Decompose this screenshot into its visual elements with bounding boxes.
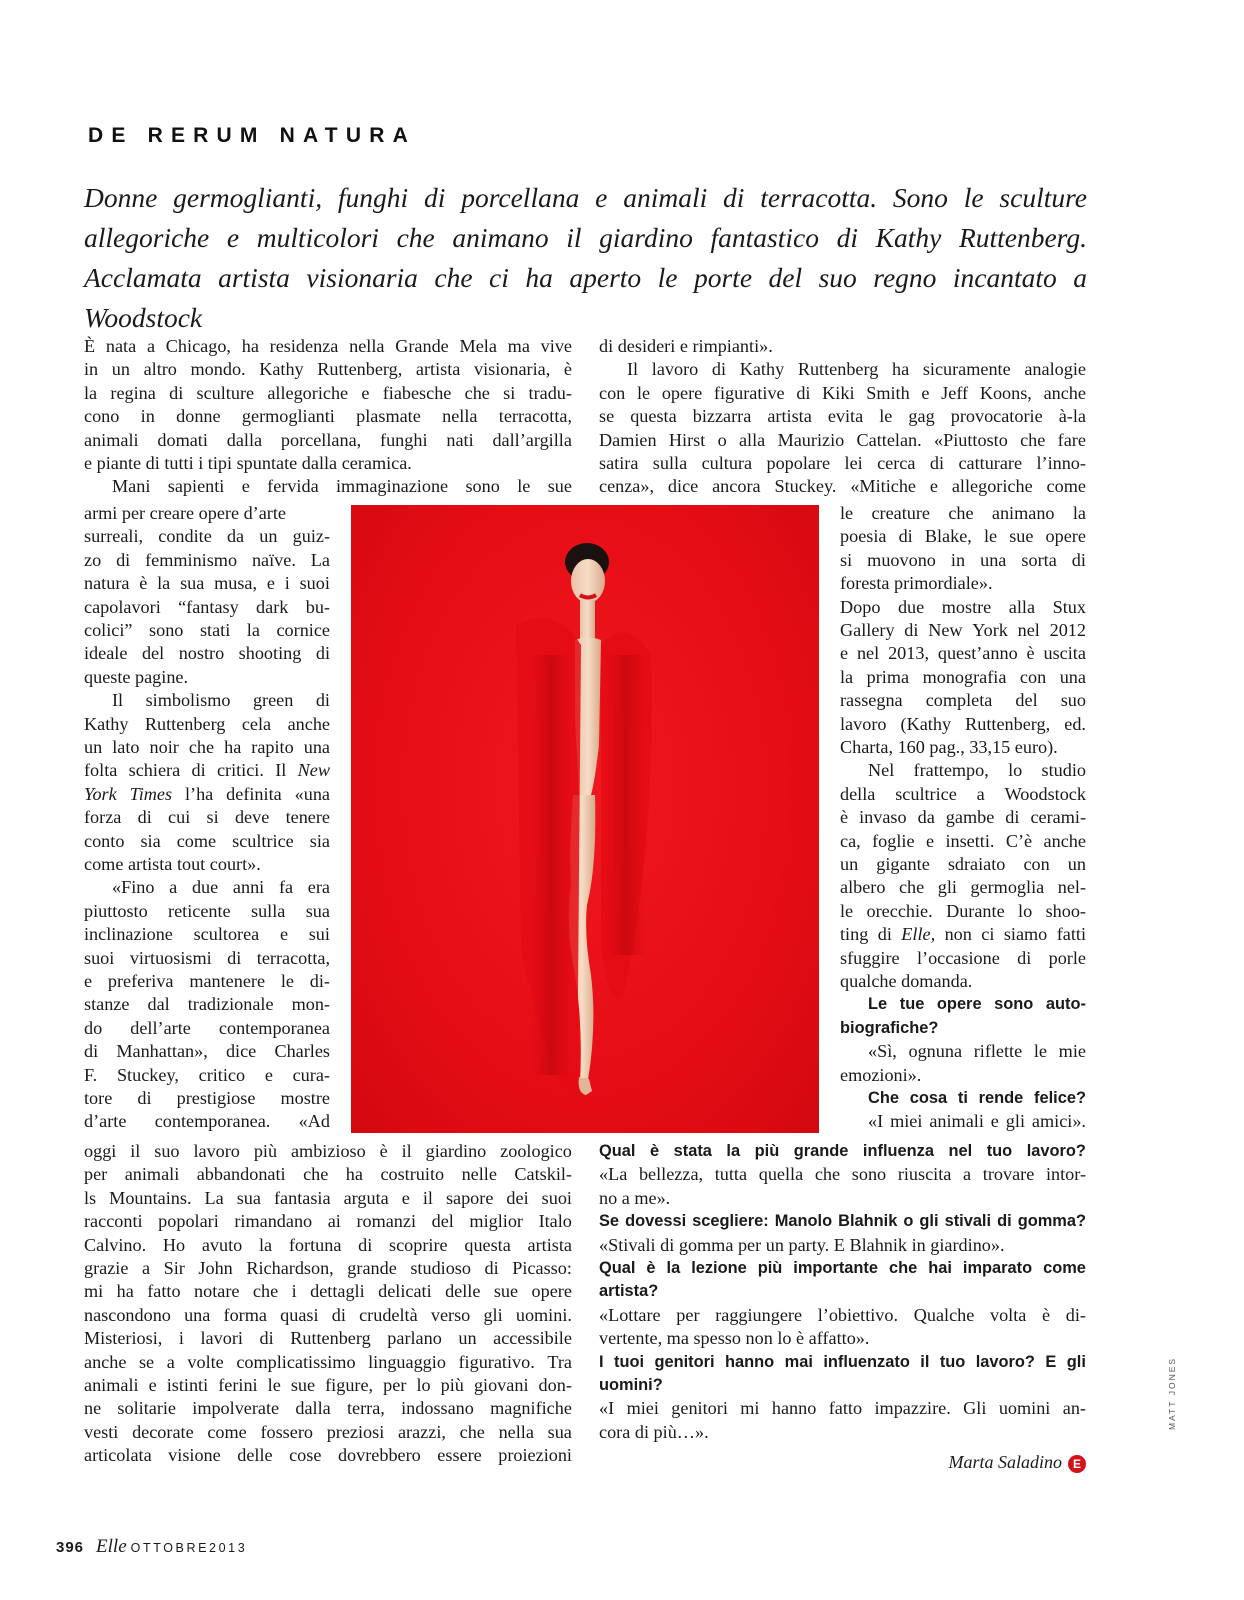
interview-question-line: artista? bbox=[599, 1282, 659, 1301]
body-text-line: lavoro (Kathy Ruttenberg, ed. bbox=[840, 713, 1086, 734]
page-number: 396 bbox=[56, 1539, 85, 1556]
body-text-line: poesia di Blake, le sue opere bbox=[840, 526, 1086, 547]
body-text-line: con le opere figurative di Kiki Smith e Jeff Koons, anche bbox=[599, 382, 1086, 403]
body-text-line: forza di cui si deve tenere bbox=[84, 807, 330, 828]
magazine-name: Elle bbox=[96, 1536, 127, 1557]
byline bbox=[599, 1450, 1086, 1474]
text-column-right-narrow bbox=[840, 501, 1086, 1137]
body-text-line: e nel 2013, quest’anno è uscita bbox=[840, 643, 1086, 664]
interview-question-line: biografiche? bbox=[840, 1018, 939, 1037]
body-text-line: anche se a volte complicatissimo linguaggio figurativo. Tra bbox=[84, 1351, 572, 1372]
photo-credit: MATT JONES bbox=[1167, 1356, 1177, 1430]
body-text-line: se questa bizzarra artista evita le gag provocatorie à-la bbox=[599, 406, 1086, 427]
body-text-line: Nel frattempo, lo studio bbox=[868, 760, 1086, 781]
body-text-line: inclinazione scultorea e sui bbox=[84, 924, 330, 945]
article-deck: Donne germoglianti, funghi di porcellana e animali di terracotta. Sono le sculture allegoriche e multicolori che animano il giardino fantastico di Kathy Ruttenberg. Acclamata artista visionaria che ci ha aperto le porte del suo regno incantato a Woodstock bbox=[84, 182, 1087, 333]
body-text-line: colici” sono stati la cornice bbox=[84, 620, 330, 640]
body-text-line: un lato noir che ha rapito una bbox=[84, 737, 330, 757]
body-text-line: folta schiera di critici. Il New bbox=[84, 760, 330, 781]
body-text-line: le creature che animano la bbox=[840, 503, 1086, 523]
body-text-line: e preferiva mantenere le di- bbox=[84, 971, 330, 991]
body-text-line: queste pagine. bbox=[84, 666, 189, 687]
body-text-line: Il simbolismo green di bbox=[112, 690, 330, 711]
body-text-line: sfuggire l’occasione di porle bbox=[840, 947, 1086, 968]
body-text-line: la regina di sculture allegoriche e fiabesche che si tradu- bbox=[84, 382, 572, 403]
byline-author: Marta Saladino bbox=[948, 1452, 1062, 1472]
body-text-line: animali e istinti ferini le sue figure, per lo più giovani don- bbox=[84, 1375, 572, 1395]
text-column-right-top bbox=[599, 334, 1086, 502]
body-text-line: della scultrice a Woodstock bbox=[840, 783, 1086, 804]
page-footer bbox=[56, 1536, 247, 1556]
body-text-line: ting di Elle, non ci siamo fatti bbox=[840, 924, 1086, 945]
interview-question-line: Se dovessi scegliere: Manolo Blahnik o gli stivali di gomma? bbox=[599, 1212, 1086, 1231]
body-text-line: articolata visione delle cose dovrebbero essere proiezioni bbox=[84, 1445, 572, 1466]
body-text-line: Charta, 160 pag., 33,15 euro). bbox=[840, 737, 1058, 757]
body-text-line: «Stivali di gomma per un party. E Blahnik in giardino». bbox=[599, 1234, 1005, 1255]
fashion-photo bbox=[351, 505, 819, 1133]
body-text-line: qualche domanda. bbox=[840, 971, 973, 991]
body-text-line: emozioni». bbox=[840, 1064, 922, 1085]
body-text-line: di Manhattan», dice Charles bbox=[84, 1041, 330, 1062]
body-text-line: armi per creare opere d’arte bbox=[84, 503, 286, 523]
body-text-line: «La bellezza, tutta quella che sono riuscita a trovare intor- bbox=[599, 1164, 1086, 1185]
body-text-line: conto sia come scultrice sia bbox=[84, 830, 330, 851]
interview-question-line: Qual è stata la più grande influenza nel tuo lavoro? bbox=[599, 1142, 1086, 1160]
body-text-line: nascondono una forma quasi di crudeltà verso gli uomini. bbox=[84, 1304, 572, 1325]
body-text-line: la prima monografia con una bbox=[840, 666, 1086, 687]
body-text-line: grazie a Sir John Richardson, grande studioso di Picasso: bbox=[84, 1258, 572, 1278]
body-text-line: per animali abbandonati che ha costruito nelle Catskil- bbox=[84, 1164, 572, 1185]
body-text-line: no a me». bbox=[599, 1187, 671, 1208]
body-text-line: si muovono in una sorta di bbox=[840, 549, 1086, 570]
text-column-left-top bbox=[84, 334, 572, 502]
body-text-line: ne solitarie impolverate dalla terra, indossano magnifiche bbox=[84, 1398, 572, 1419]
body-text-line: foresta primordiale». bbox=[840, 573, 993, 594]
body-text-line: è invaso da gambe di cerami- bbox=[840, 807, 1086, 828]
body-text-line: zo di femminismo naïve. La bbox=[84, 549, 330, 570]
body-text-line: come artista tout court». bbox=[84, 854, 261, 874]
body-text-line: surreali, condite da un guiz- bbox=[84, 526, 330, 547]
body-text-line: piuttosto reticente sulla sua bbox=[84, 900, 330, 921]
body-text-line: un gigante sdraiato con un bbox=[840, 854, 1086, 874]
body-text-line: vertente, ma spesso non lo è affatto». bbox=[599, 1328, 870, 1349]
body-text-line: Il lavoro di Kathy Ruttenberg ha sicuramente analogie bbox=[627, 359, 1086, 380]
body-text-line: di desideri e rimpianti». bbox=[599, 336, 773, 356]
body-text-line: ls Mountains. La sua fantasia arguta e il sapore dei suoi bbox=[84, 1187, 572, 1208]
section-title: DE RERUM NATURA bbox=[88, 124, 416, 147]
body-text-line: Damien Hirst o alla Maurizio Cattelan. «Piuttosto che fare bbox=[599, 429, 1086, 450]
issue-date: OTTOBRE2013 bbox=[130, 1541, 248, 1555]
body-text-line: cono in donne germoglianti plasmate nella terracotta, bbox=[84, 406, 572, 427]
body-text-line: rassegna completa del suo bbox=[840, 690, 1086, 711]
body-text-line: tore di prestigiose mostre bbox=[84, 1088, 330, 1108]
body-text-line: F. Stuckey, critico e cura- bbox=[84, 1064, 330, 1085]
body-text-line: vesti decorate come fossero preziosi arazzi, che nella sua bbox=[84, 1421, 572, 1442]
body-text-line: suoi virtuosismi di terracotta, bbox=[84, 947, 330, 968]
model-figure-illustration bbox=[351, 505, 819, 1133]
interview-question-line: uomini? bbox=[599, 1376, 663, 1394]
body-text-line: e piante di tutti i tipi spuntate dalla ceramica. bbox=[84, 453, 412, 473]
text-column-right-bottom bbox=[599, 1139, 1086, 1447]
body-text-line: Mani sapienti e fervida immaginazione sono le sue bbox=[112, 476, 572, 497]
text-column-left-bottom bbox=[84, 1139, 572, 1471]
body-text-line: satira sulla cultura popolare lei cerca di catturare l’inno- bbox=[599, 453, 1086, 473]
interview-question-line: I tuoi genitori hanno mai influenzato il tuo lavoro? E gli bbox=[599, 1352, 1086, 1371]
body-text-line: animali domati dalla porcellana, funghi nati dall’argilla bbox=[84, 429, 572, 450]
body-text-line: ca, foglie e insetti. C’è anche bbox=[840, 830, 1086, 851]
body-text-line: È nata a Chicago, ha residenza nella Grande Mela ma vive bbox=[84, 336, 572, 356]
body-text-line: d’arte contemporanea. «Ad bbox=[84, 1111, 330, 1132]
text-column-left-narrow bbox=[84, 501, 330, 1137]
body-text-line: oggi il suo lavoro più ambizioso è il giardino zoologico bbox=[84, 1141, 572, 1161]
body-text-line: racconti popolari rimandano ai romanzi del miglior Italo bbox=[84, 1211, 572, 1232]
body-text-line: «Fino a due anni fa era bbox=[112, 877, 330, 898]
body-text-line: in un altro mondo. Kathy Ruttenberg, artista visionaria, è bbox=[84, 359, 572, 380]
body-text-line: Dopo due mostre alla Stux bbox=[840, 596, 1086, 617]
elle-end-mark-icon: E bbox=[1068, 1455, 1086, 1473]
body-text-line: stanze dal tradizionale mon- bbox=[84, 994, 330, 1015]
body-text-line: «I miei animali e gli amici». bbox=[868, 1111, 1086, 1132]
interview-question-line: Le tue opere sono auto- bbox=[868, 995, 1086, 1014]
body-text-line: do dell’arte contemporanea bbox=[84, 1017, 330, 1038]
body-text-line: Misteriosi, i lavori di Ruttenberg parlano un accessibile bbox=[84, 1328, 572, 1349]
body-text-line: York Times l’ha definita «una bbox=[84, 783, 330, 804]
body-text-line: Kathy Ruttenberg cela anche bbox=[84, 713, 330, 734]
body-text-line: «Sì, ognuna riflette le mie bbox=[868, 1041, 1086, 1062]
body-text-line: mi ha fatto notare che i dettagli delicati delle sue opere bbox=[84, 1281, 572, 1302]
interview-question-line: Qual è la lezione più importante che hai imparato come bbox=[599, 1259, 1086, 1277]
body-text-line: le orecchie. Durante lo shoo- bbox=[840, 900, 1086, 921]
interview-question-line: Che cosa ti rende felice? bbox=[868, 1089, 1086, 1107]
body-text-line: albero che gli germoglia nel- bbox=[840, 877, 1086, 898]
body-text-line: «Lottare per raggiungere l’obiettivo. Qualche volta è di- bbox=[599, 1304, 1086, 1325]
body-text-line: Calvino. Ho avuto la fortuna di scoprire questa artista bbox=[84, 1234, 572, 1255]
body-text-line: ideale del nostro shooting di bbox=[84, 643, 330, 664]
body-text-line: cora di più…». bbox=[599, 1421, 709, 1442]
body-text-line: cenza», dice ancora Stuckey. «Mitiche e allegoriche come bbox=[599, 476, 1086, 497]
body-text-line: Gallery di New York nel 2012 bbox=[840, 620, 1086, 640]
body-text-line: «I miei genitori mi hanno fatto impazzire. Gli uomini an- bbox=[599, 1398, 1086, 1419]
body-text-line: capolavori “fantasy dark bu- bbox=[84, 596, 330, 617]
body-text-line: natura è la sua musa, e i suoi bbox=[84, 573, 330, 594]
